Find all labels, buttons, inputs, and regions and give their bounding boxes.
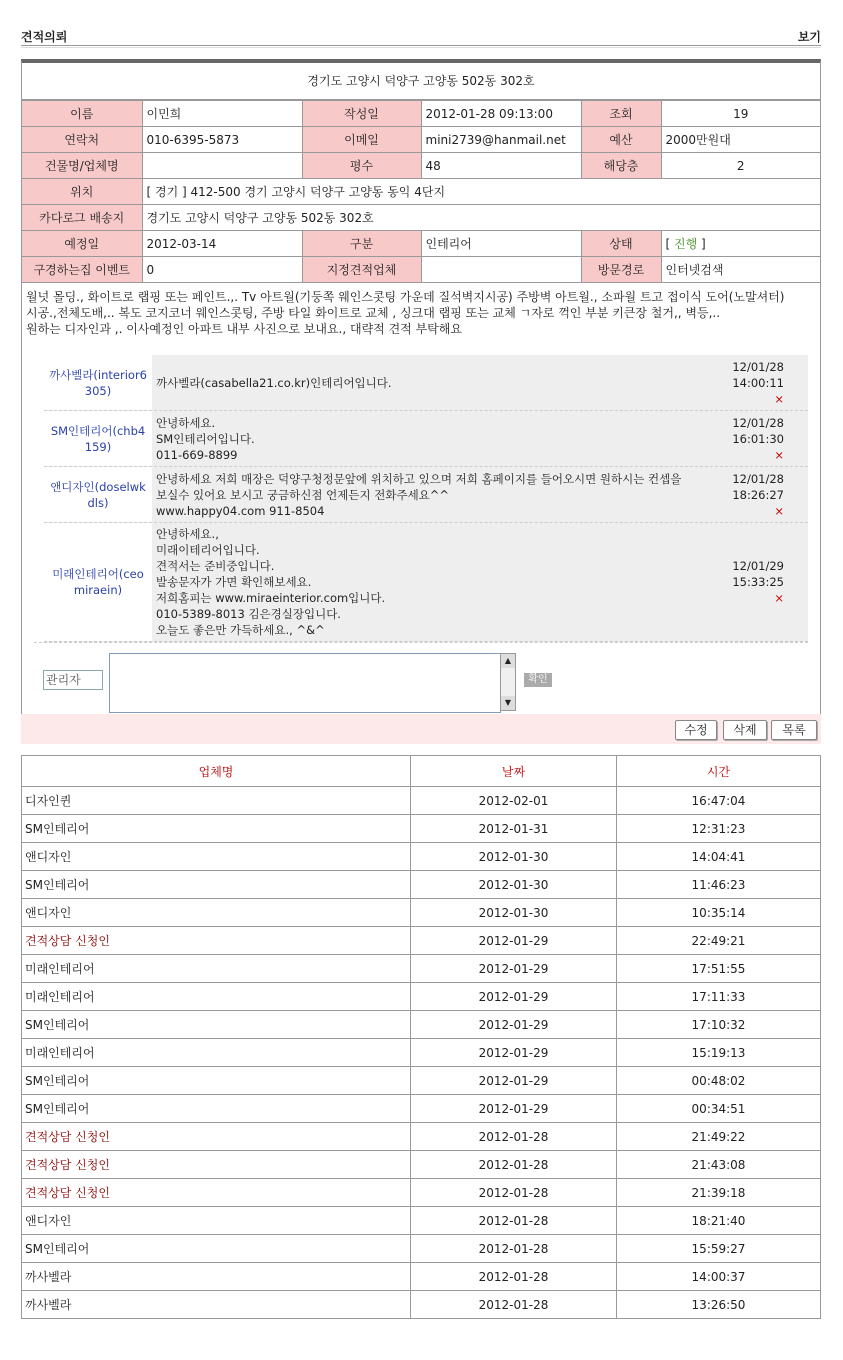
log-time: 17:11:33 [617, 983, 821, 1011]
divider [21, 47, 821, 48]
log-company: 견적상담 신청인 [22, 1123, 411, 1151]
log-time: 14:00:37 [617, 1263, 821, 1291]
event-value: 0 [142, 257, 302, 283]
comment-body [152, 467, 714, 522]
log-date: 2012-02-01 [411, 787, 617, 815]
log-header-date: 날짜 [411, 756, 617, 787]
comment-date: 12/01/29 [732, 559, 784, 573]
budget-value: 2000만원대 [661, 127, 820, 153]
scroll-down-icon[interactable]: ▼ [501, 696, 515, 710]
comment-author-line: dls) [87, 495, 109, 510]
log-company: 까사벨라 [22, 1291, 411, 1319]
table-row [22, 1207, 821, 1235]
reply-scrollbar[interactable] [500, 653, 516, 711]
list-button[interactable]: 목록 [771, 720, 817, 740]
comment-date: 12/01/28 [732, 415, 784, 430]
comment-body [152, 411, 714, 466]
page-title: 견적의뢰 [21, 30, 68, 44]
comment-time: 18:26:27 [732, 487, 784, 502]
comment-item [44, 411, 808, 467]
log-time: 17:10:32 [617, 1011, 821, 1039]
log-date: 2012-01-28 [411, 1263, 617, 1291]
name-label: 이름 [22, 101, 142, 127]
log-date: 2012-01-30 [411, 899, 617, 927]
log-date: 2012-01-30 [411, 871, 617, 899]
date-value: 2012-01-28 09:13:00 [421, 101, 581, 127]
designated-value [421, 257, 581, 283]
views-label: 조회 [581, 101, 661, 127]
log-date: 2012-01-31 [411, 815, 617, 843]
comment-line: 안녕하세요 저희 매장은 덕양구청정문앞에 위치하고 있으며 저희 홈페이지를 들어오시면 원하시는 컨셉을 [156, 471, 682, 486]
log-company: 견적상담 신청인 [22, 927, 411, 955]
status-cell [661, 231, 820, 257]
table-row [22, 899, 821, 927]
email-label: 이메일 [302, 127, 421, 153]
comment-meta [714, 355, 808, 410]
category-value: 인테리어 [421, 231, 581, 257]
access-log-table [21, 755, 821, 1319]
log-company: 앤디자인 [22, 843, 411, 871]
log-company: 앤디자인 [22, 1207, 411, 1235]
request-detail [21, 59, 821, 716]
comment-line: 안녕하세요., [156, 527, 219, 541]
log-time: 16:47:04 [617, 787, 821, 815]
comment-line: 010-5389-8013 김은경실장입니다. [156, 607, 341, 621]
log-time: 22:49:21 [617, 927, 821, 955]
log-date: 2012-01-28 [411, 1235, 617, 1263]
log-company: 앤디자인 [22, 899, 411, 927]
comment-line: 까사벨라(casabella21.co.kr)인테리어입니다. [156, 375, 392, 390]
comment-line: 발송문자가 가면 확인해보세요. [156, 575, 312, 589]
status-label: 상태 [581, 231, 661, 257]
log-company: 미래인테리어 [22, 1039, 411, 1067]
comment-item [44, 355, 808, 411]
comment-line: 미래이테리어입니다. [156, 543, 260, 557]
table-row [22, 815, 821, 843]
comment-line: 011-669-8899 [156, 447, 238, 462]
log-company: SM인테리어 [22, 815, 411, 843]
log-time: 17:51:55 [617, 955, 821, 983]
comment-meta [714, 467, 808, 522]
info-table [22, 100, 820, 283]
delete-comment-icon[interactable]: × [774, 447, 784, 462]
log-date: 2012-01-29 [411, 1011, 617, 1039]
log-time: 21:39:18 [617, 1179, 821, 1207]
comment-author-line: 앤디자인(doselwk [50, 479, 146, 494]
building-label: 건물명/업체명 [22, 153, 142, 179]
log-time: 10:35:14 [617, 899, 821, 927]
table-row [22, 787, 821, 815]
log-time: 00:34:51 [617, 1095, 821, 1123]
log-time: 21:43:08 [617, 1151, 821, 1179]
comment-line: SM인테리어입니다. [156, 431, 255, 446]
log-time: 00:48:02 [617, 1067, 821, 1095]
log-date: 2012-01-28 [411, 1207, 617, 1235]
log-date: 2012-01-28 [411, 1291, 617, 1319]
comment-meta [714, 523, 808, 641]
building-value [142, 153, 302, 179]
event-label: 구경하는집 이벤트 [22, 257, 142, 283]
views-value: 19 [661, 101, 820, 127]
log-time: 11:46:23 [617, 871, 821, 899]
comment-author [44, 355, 152, 410]
log-company: 미래인테리어 [22, 983, 411, 1011]
comment-item [44, 467, 808, 523]
table-row [22, 955, 821, 983]
description-line: 시공.,전체도배,.. 복도 코지코너 웨인스콧팅, 주방 타일 화이트로 교체 , 싱크대 랩핑 또는 교체 ㄱ자로 꺽인 부분 키큰장 철거,, 벽등,.. [26, 306, 721, 320]
description-line: 월넛 몰딩., 화이트로 랩핑 또는 페인트.,. Tv 아트월(기둥쪽 웨인스콧팅 가운데 질석벽지시공) 주방벽 아트월., 소파월 트고 접이식 도어(노말셔터) [26, 290, 785, 304]
schedule-value: 2012-03-14 [142, 231, 302, 257]
view-label: 보기 [797, 30, 821, 44]
address-title: 경기도 고양시 덕양구 고양동 502동 302호 [22, 63, 820, 100]
route-label: 방문경로 [581, 257, 661, 283]
comment-author-line: 미래인테리어(ceo [52, 567, 144, 581]
comment-author-line: miraein) [73, 583, 123, 597]
log-company: SM인테리어 [22, 1067, 411, 1095]
comment-line: 저희홈피는 www.miraeinterior.com입니다. [156, 591, 386, 605]
table-row [22, 1095, 821, 1123]
reply-form [34, 642, 808, 715]
log-company: 디자인퀸 [22, 787, 411, 815]
log-header-time: 시간 [617, 756, 821, 787]
log-company: SM인테리어 [22, 871, 411, 899]
area-value: 48 [421, 153, 581, 179]
log-time: 18:21:40 [617, 1207, 821, 1235]
catalog-value: 경기도 고양시 덕양구 고양동 502동 302호 [142, 205, 820, 231]
delete-button[interactable]: 삭제 [723, 720, 767, 740]
comment-line: 오늘도 좋은만 가득하세요., ^&^ [156, 623, 325, 637]
log-company: 미래인테리어 [22, 955, 411, 983]
phone-value: 010-6395-5873 [142, 127, 302, 153]
comment-author-line: 159) [84, 439, 112, 454]
comment-author-line: 305) [84, 383, 112, 398]
log-time: 12:31:23 [617, 815, 821, 843]
table-row [22, 1235, 821, 1263]
comment-date: 12/01/28 [732, 471, 784, 486]
log-time: 13:26:50 [617, 1291, 821, 1319]
table-row [22, 1291, 821, 1319]
log-company: SM인테리어 [22, 1011, 411, 1039]
email-value: mini2739@hanmail.net [421, 127, 581, 153]
comment-line: www.happy04.com 911-8504 [156, 503, 325, 518]
edit-button[interactable]: 수정 [675, 720, 717, 740]
status-value: 진행 [674, 237, 698, 251]
floor-value: 2 [661, 153, 820, 179]
comment-time: 15:33:25 [732, 575, 784, 589]
scroll-up-icon[interactable]: ▲ [501, 654, 515, 668]
log-date: 2012-01-29 [411, 1039, 617, 1067]
comment-line: 견적서는 준비중입니다. [156, 559, 275, 573]
comment-time: 16:01:30 [732, 431, 784, 446]
action-bar [21, 714, 821, 744]
comment-author [44, 523, 152, 641]
status-close: ] [697, 237, 706, 251]
log-time: 15:19:13 [617, 1039, 821, 1067]
log-date: 2012-01-28 [411, 1123, 617, 1151]
log-company: 견적상담 신청인 [22, 1151, 411, 1179]
designated-label: 지정견적업체 [302, 257, 421, 283]
table-row [22, 871, 821, 899]
area-label: 평수 [302, 153, 421, 179]
table-row [22, 1039, 821, 1067]
comment-author [44, 467, 152, 522]
log-company: SM인테리어 [22, 1095, 411, 1123]
comment-line: 보실수 있어요 보시고 궁금하신점 언제든지 전화주세요^^ [156, 487, 450, 502]
comment-date: 12/01/28 [732, 359, 784, 374]
table-row [22, 983, 821, 1011]
log-date: 2012-01-29 [411, 955, 617, 983]
comment-line: 안녕하세요. [156, 415, 216, 430]
log-company: 견적상담 신청인 [22, 1179, 411, 1207]
comment-author [44, 411, 152, 466]
description-line: 원하는 디자인과 ,. 이사예정인 아파트 내부 사진으로 보내요., 대략적 견적 부탁해요 [26, 322, 462, 336]
comment-item [44, 523, 808, 642]
comment-meta [714, 411, 808, 466]
delete-comment-icon[interactable]: × [774, 391, 784, 406]
location-label: 위치 [22, 179, 142, 205]
request-description [22, 283, 820, 345]
comment-body [152, 355, 714, 410]
log-date: 2012-01-29 [411, 1095, 617, 1123]
reply-author-input[interactable]: 관리자 [43, 670, 103, 690]
comment-time: 14:00:11 [732, 375, 784, 390]
log-date: 2012-01-28 [411, 1179, 617, 1207]
log-date: 2012-01-29 [411, 983, 617, 1011]
log-company: 까사벨라 [22, 1263, 411, 1291]
reply-textarea[interactable] [109, 653, 501, 713]
log-time: 14:04:41 [617, 843, 821, 871]
floor-label: 해당층 [581, 153, 661, 179]
phone-label: 연락처 [22, 127, 142, 153]
table-row [22, 1011, 821, 1039]
comment-author-line: SM인테리어(chb4 [50, 423, 146, 438]
log-date: 2012-01-29 [411, 927, 617, 955]
schedule-label: 예정일 [22, 231, 142, 257]
name-value: 이민희 [142, 101, 302, 127]
delete-comment-icon[interactable]: × [774, 503, 784, 518]
log-date: 2012-01-29 [411, 1067, 617, 1095]
date-label: 작성일 [302, 101, 421, 127]
log-date: 2012-01-28 [411, 1151, 617, 1179]
log-time: 21:49:22 [617, 1123, 821, 1151]
table-row [22, 1067, 821, 1095]
delete-comment-icon[interactable]: × [774, 591, 784, 605]
log-time: 15:59:27 [617, 1235, 821, 1263]
table-row [22, 843, 821, 871]
catalog-label: 카다로그 배송지 [22, 205, 142, 231]
log-company: SM인테리어 [22, 1235, 411, 1263]
table-row [22, 1123, 821, 1151]
reply-submit-button[interactable]: 확인 [524, 673, 552, 687]
table-row [22, 927, 821, 955]
table-row [22, 1151, 821, 1179]
comment-body [152, 523, 714, 641]
page-header [21, 26, 821, 46]
route-value: 인터넷검색 [661, 257, 820, 283]
table-row [22, 1263, 821, 1291]
table-row [22, 1179, 821, 1207]
budget-label: 예산 [581, 127, 661, 153]
location-value: [ 경기 ] 412-500 경기 고양시 덕양구 고양동 동익 4단지 [142, 179, 820, 205]
comment-author-line: 까사벨라(interior6 [49, 367, 147, 382]
log-date: 2012-01-30 [411, 843, 617, 871]
log-header-company: 업체명 [22, 756, 411, 787]
status-open: [ [665, 237, 674, 251]
comment-list [44, 355, 808, 642]
category-label: 구분 [302, 231, 421, 257]
